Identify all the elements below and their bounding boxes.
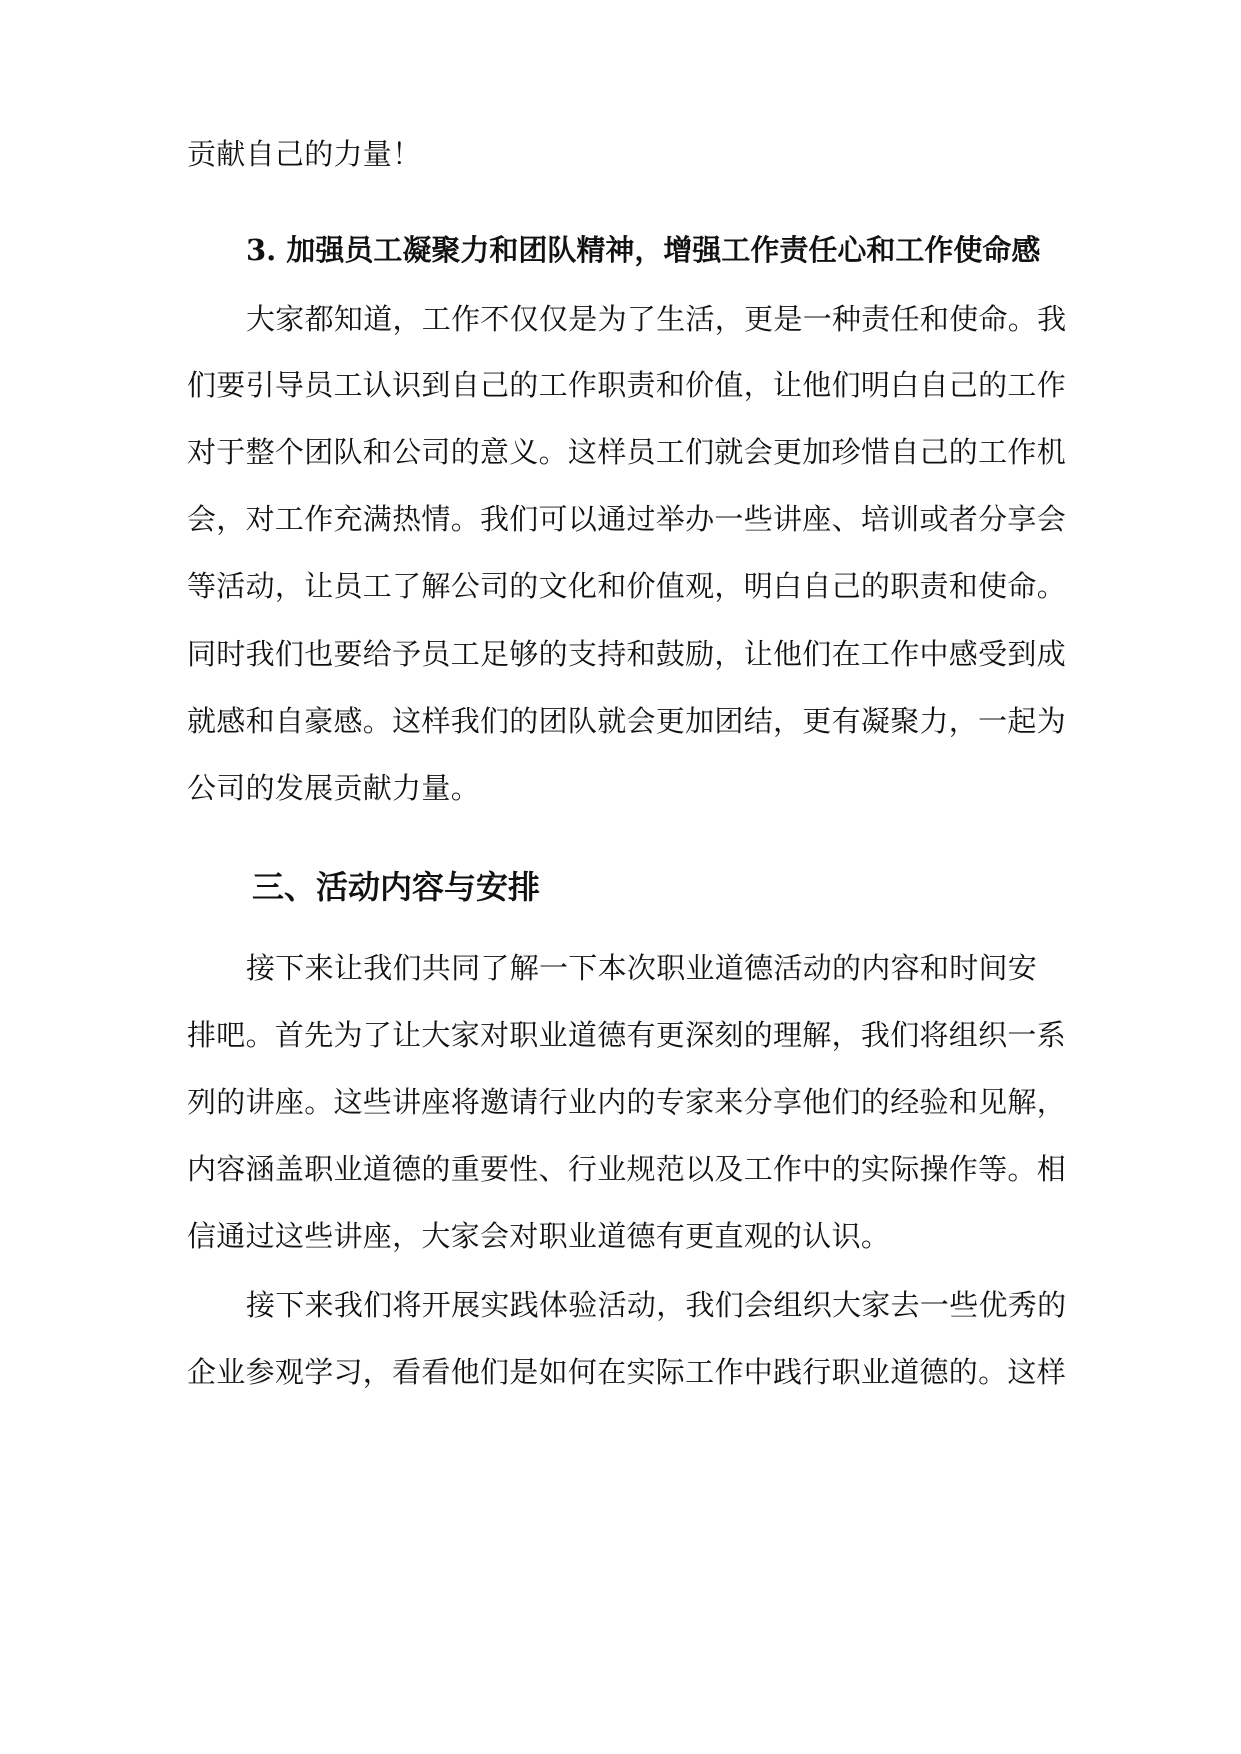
paragraph-line: 们要引导员工认识到自己的工作职责和价值，让他们明白自己的工作 [187, 368, 1067, 402]
paragraph-line: 企业参观学习，看看他们是如何在实际工作中践行职业道德的。这样 [187, 1355, 1067, 1389]
paragraph-line: 等活动，让员工了解公司的文化和价值观，明白自己的职责和使命。 [187, 569, 1067, 603]
paragraph-line: 接下来我们将开展实践体验活动，我们会组织大家去一些优秀的 [246, 1288, 1067, 1322]
paragraph-line: 排吧。首先为了让大家对职业道德有更深刻的理解，我们将组织一系 [187, 1018, 1067, 1052]
paragraph-line: 列的讲座。这些讲座将邀请行业内的专家来分享他们的经验和见解， [187, 1085, 1067, 1119]
paragraph-line: 内容涵盖职业道德的重要性、行业规范以及工作中的实际操作等。相 [187, 1152, 1067, 1186]
section-heading: 三、活动内容与安排 [252, 868, 541, 906]
paragraph-line: 同时我们也要给予员工足够的支持和鼓励，让他们在工作中感受到成 [187, 637, 1067, 671]
paragraph-line: 大家都知道，工作不仅仅是为了生活，更是一种责任和使命。我 [246, 302, 1067, 336]
paragraph-line: 会，对工作充满热情。我们可以通过举办一些讲座、培训或者分享会 [187, 502, 1067, 536]
paragraph-line: 就感和自豪感。这样我们的团队就会更加团结，更有凝聚力，一起为 [187, 704, 1067, 738]
text-line: 贡献自己的力量！ [187, 137, 422, 171]
paragraph-line: 公司的发展贡献力量。 [187, 771, 481, 805]
paragraph-line: 信通过这些讲座，大家会对职业道德有更直观的认识。 [187, 1219, 891, 1253]
paragraph-line: 对于整个团队和公司的意义。这样员工们就会更加珍惜自己的工作机 [187, 435, 1067, 469]
paragraph-line: 接下来让我们共同了解一下本次职业道德活动的内容和时间安 [246, 951, 1038, 985]
subheading-3: 3. 加强员工凝聚力和团队精神，增强工作责任心和工作使命感 [246, 233, 1041, 267]
